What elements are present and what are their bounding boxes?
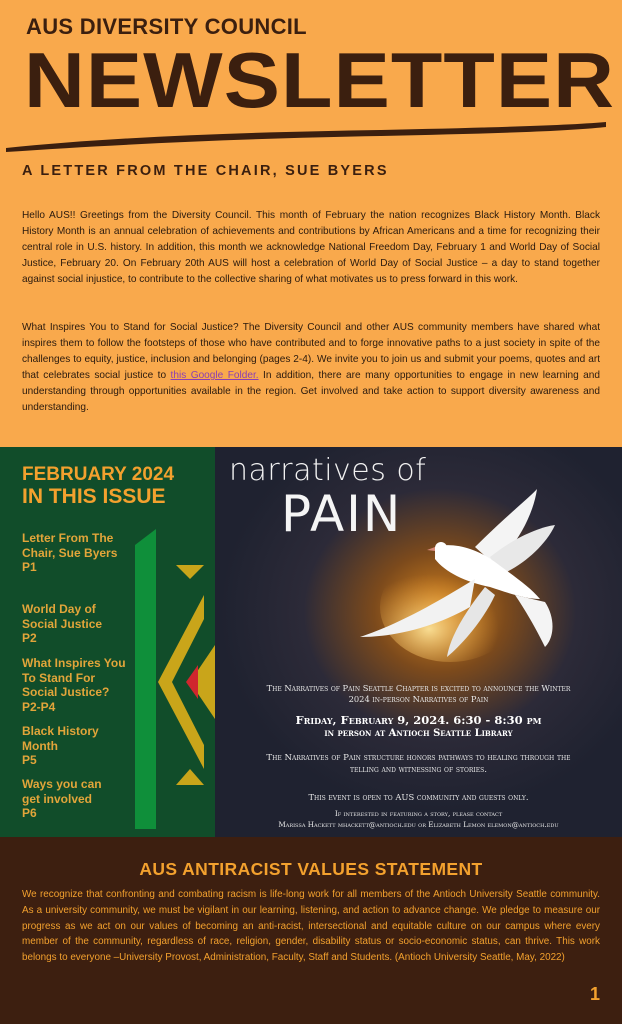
- toc-item-page: P1: [22, 560, 37, 574]
- event-title-top: narratives of: [229, 453, 427, 488]
- letter-title: A LETTER FROM THE CHAIR, SUE BYERS: [22, 163, 389, 179]
- council-name: AUS DIVERSITY COUNCIL: [26, 14, 307, 39]
- dove-icon: [355, 487, 600, 672]
- event-contact-intro: If interested in featuring a story, please contact: [334, 809, 503, 818]
- values-text: We recognize that confronting and combating racism is life-long work for all members of the Antioch University Seattle community. As a university community, we must be vigilant in our learning, listening, and action to advance change. We pledge to measure our progress as we act on our values of becoming an anti-racist, intersectional and equitable culture on our campus where every member of the community, regardless of race, religion, gender, disability status or socio-economic status, can thrive. This work belongs to everyone –University Provost, Administration, Faculty, Staff and Students. (Antioch University Seattle, May, 2022): [22, 889, 600, 964]
- toc-item-page: P6: [22, 806, 37, 820]
- event-announcement: The Narratives of Pain Seattle Chapter is excited to announce the Winter 2024 in-person Narratives of Pain: [266, 683, 571, 704]
- brush-stroke-divider: [0, 118, 622, 154]
- antiracist-values-section: [0, 837, 622, 1024]
- in-this-issue-panel: [0, 447, 215, 837]
- toc-item-page: P5: [22, 753, 37, 767]
- letter-paragraph-2-text: What Inspires You to Stand for Social Justice? The Diversity Council and other AUS community members have shared what inspires them to follow the footsteps of those who have contributed and to forge innovative paths to a just society in spite of the challenges to equity, justice, inclusion and belonging (pages 2-4). We invite you to join us and submit your poems, quotes and art that celebrates social justice to: [22, 322, 600, 382]
- toc-item[interactable]: [22, 777, 112, 821]
- toc-item-label: World Day of Social Justice: [22, 602, 103, 631]
- toc-item-label: What Inspires You To Stand For Social Justice?: [22, 656, 126, 699]
- toc-item-page: P2: [22, 631, 37, 645]
- event-location: in person at Antioch Seattle Library: [324, 728, 513, 739]
- values-title: AUS ANTIRACIST VALUES STATEMENT: [139, 859, 483, 879]
- kente-pattern-decoration: [128, 527, 215, 837]
- letter-paragraph-2-text-end: In addition, there are many opportunities to engage in new learning and understanding through opportunities available in the region. Get involved and take action to support diversity awareness and understanding.: [22, 370, 600, 414]
- issue-heading: IN THIS ISSUE: [22, 485, 166, 508]
- event-title-main: PAIN: [281, 485, 403, 543]
- newsletter-title: NEWSLETTER: [24, 36, 616, 124]
- newsletter-header: [0, 0, 622, 150]
- toc-item-label: Ways you can get involved: [22, 777, 102, 806]
- toc-item[interactable]: [22, 724, 112, 768]
- google-folder-link[interactable]: this Google Folder.: [170, 370, 259, 382]
- letter-paragraph-1: Hello AUS!! Greetings from the Diversity Council. This month of February the nation recognizes Black History Month. Black History Month is an annual celebration of achievements and contributions by African Americans and a time for recognizing their central role in U.S. history. In addition, this month we acknowledge National Freedom Day, February 1 and World Day of Social Justice, February 20. On February 20th AUS will host a celebration of World Day of Social Justice – a day to stand together against social injustice, to contribute to the collective sharing of what motivates us to press forward in this work.: [22, 210, 600, 286]
- toc-item-label: Letter From The Chair, Sue Byers: [22, 531, 118, 560]
- toc-item-label: Black History Month: [22, 724, 99, 753]
- narratives-of-pain-event: [215, 447, 622, 837]
- event-description: The Narratives of Pain structure honors pathways to healing through the telling and witnessing of stories.: [266, 753, 571, 775]
- toc-item[interactable]: [22, 602, 122, 646]
- toc-item[interactable]: [22, 531, 130, 575]
- toc-item-page: P2-P4: [22, 699, 56, 714]
- issue-month: FEBRUARY 2024: [22, 464, 175, 485]
- event-contact-emails: Marissa Hackett mhackett@antioch.edu or Elizabeth Lemon elemon@antioch.edu: [278, 820, 559, 829]
- page-number: 1: [590, 984, 601, 1004]
- event-date: Friday, February 9, 2024. 6:30 - 8:30 pm: [295, 713, 542, 727]
- toc-item[interactable]: [22, 656, 130, 714]
- letter-paragraph-2: [22, 320, 600, 417]
- event-eligibility: This event is open to AUS community and guests only.: [308, 792, 529, 802]
